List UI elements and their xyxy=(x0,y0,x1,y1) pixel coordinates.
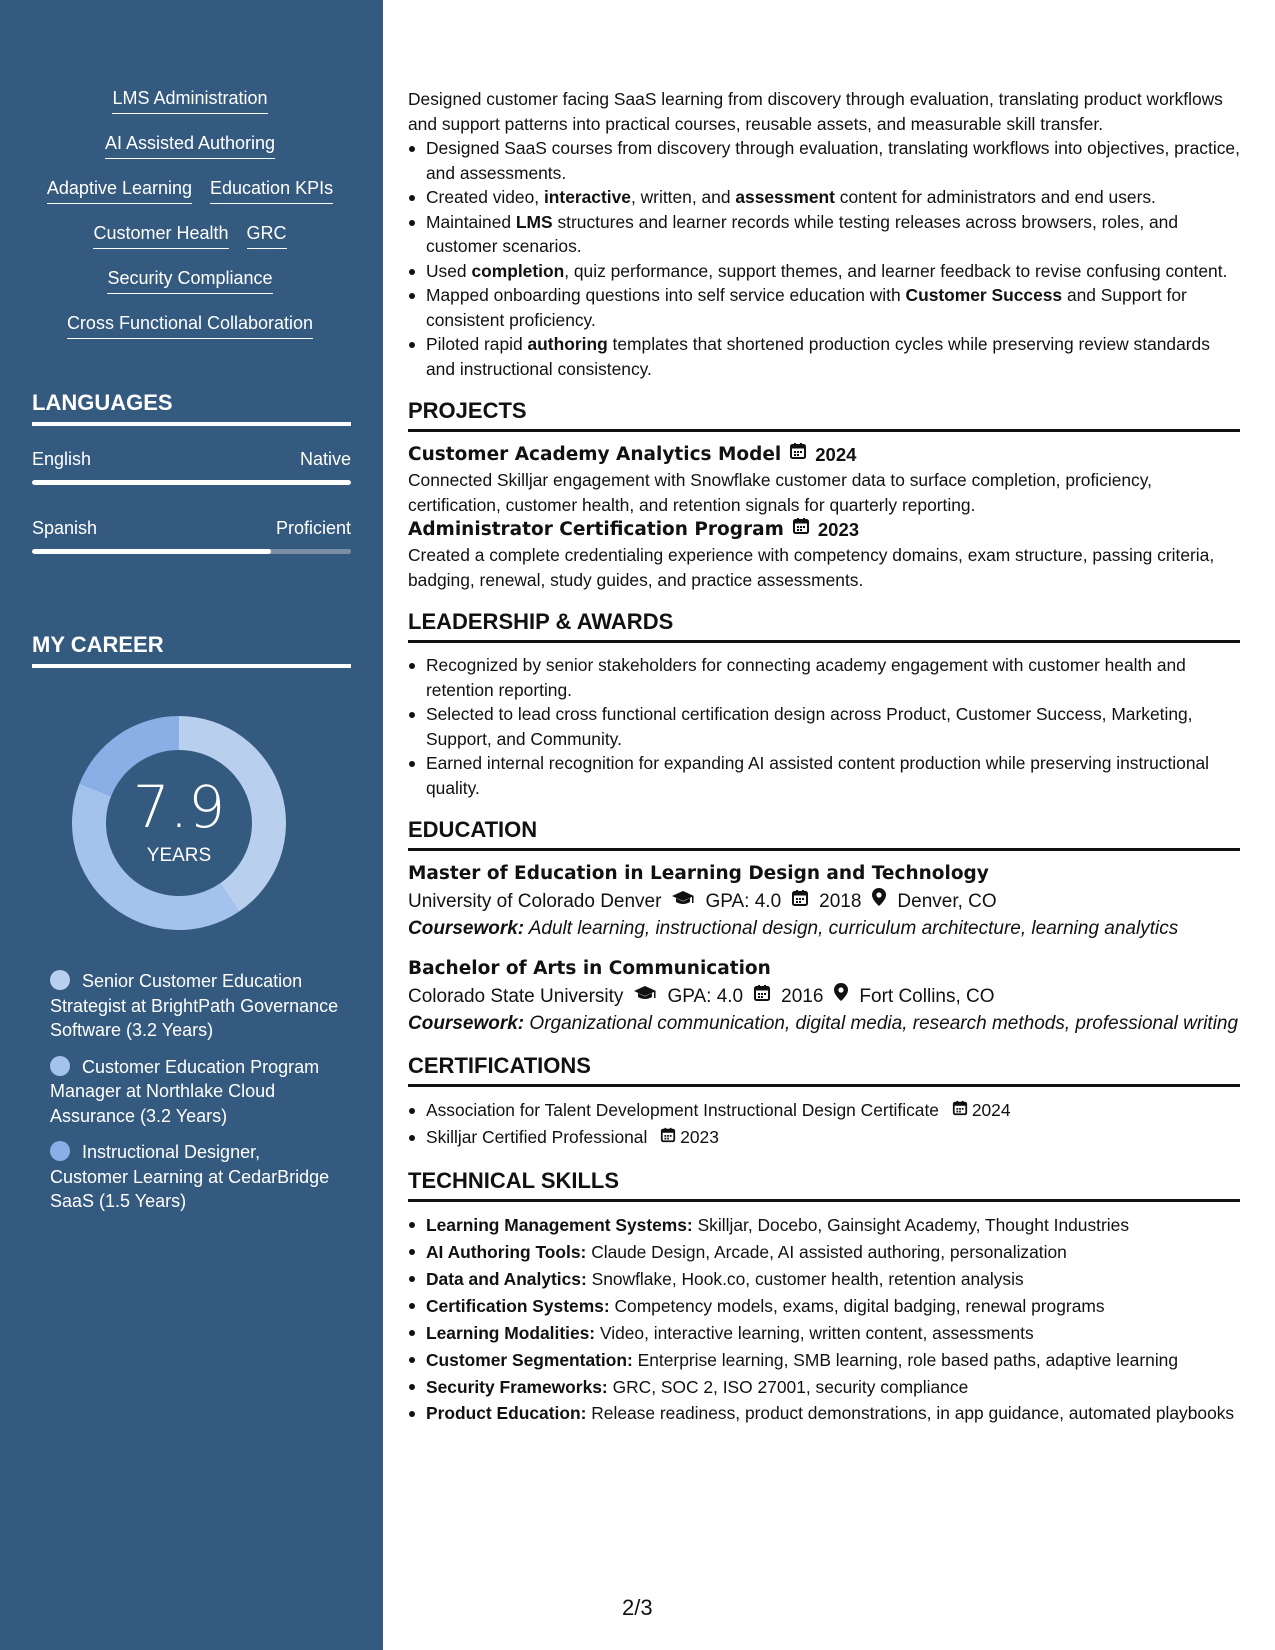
career-total-years: 7.9 xyxy=(132,773,226,841)
technical-skill-item xyxy=(408,1347,1240,1374)
skill-category: Learning Modalities: xyxy=(426,1323,596,1343)
career-role-text: Senior Customer Education Strategist at BrightPath Governance Software (3.2 Years) xyxy=(50,971,339,1040)
skill-tag: Cross Functional Collaboration xyxy=(67,311,313,339)
projects-heading: PROJECTS xyxy=(408,397,1240,432)
technical-skill-item xyxy=(408,1266,1240,1293)
coursework xyxy=(408,1012,1240,1037)
certification-item xyxy=(408,1097,1240,1124)
experience-summary: Designed customer facing SaaS learning from discovery through evaluation, translating product workflows and support patterns into practical courses, reusable assets, and measurable skill transfer. xyxy=(408,89,1223,134)
school-location: Fort Collins, CO xyxy=(859,985,995,1007)
calendar-icon xyxy=(660,1124,676,1151)
skill-row xyxy=(30,266,350,311)
technical-skill-item xyxy=(408,1320,1240,1347)
degree-title: Bachelor of Arts in Communication xyxy=(408,957,771,979)
degree-title: Master of Education in Learning Design and Technology xyxy=(408,863,989,884)
career-role xyxy=(50,1140,340,1214)
legend-dot xyxy=(50,970,70,990)
skill-category: AI Authoring Tools: xyxy=(426,1242,587,1262)
skill-tag: LMS Administration xyxy=(112,86,267,114)
skill-values: Claude Design, Arcade, AI assisted authoring, personalization xyxy=(591,1242,1067,1262)
skill-row xyxy=(30,221,350,266)
language-level-bar xyxy=(32,549,351,554)
coursework-label: Coursework: xyxy=(408,918,525,939)
career-heading: MY CAREER xyxy=(32,632,351,668)
technical-skills-list xyxy=(408,1212,1240,1426)
school-name: Colorado State University xyxy=(408,985,624,1007)
technical-skill-item xyxy=(408,1293,1240,1320)
calendar-icon xyxy=(753,982,771,1012)
experience-bullet: Mapped onboarding questions into self service education with Customer Success and Support for consistent proficiency. xyxy=(408,283,1240,332)
experience-bullet: Maintained LMS structures and learner records while testing releases across browsers, roles, and customer scenarios. xyxy=(408,210,1240,259)
skill-values: Enterprise learning, SMB learning, role based paths, adaptive learning xyxy=(637,1350,1179,1370)
language-level-fill xyxy=(32,480,351,485)
skill-category: Customer Segmentation: xyxy=(426,1350,633,1370)
page-number: 2/3 xyxy=(622,1595,653,1620)
map-pin-icon xyxy=(833,982,849,1012)
legend-dot xyxy=(50,1141,70,1161)
language-english xyxy=(32,449,351,485)
experience-bullet: Designed SaaS courses from discovery through evaluation, translating workflows into objectives, practice, and assessments. xyxy=(408,136,1240,185)
career-role-text: Instructional Designer, Customer Learning at CedarBridge SaaS (1.5 Years) xyxy=(50,1142,330,1211)
skill-category: Data and Analytics: xyxy=(426,1269,587,1289)
skill-tag: GRC xyxy=(247,221,287,249)
graduation-year: 2018 xyxy=(819,891,862,912)
skill-row xyxy=(30,86,350,131)
coursework-text: Adult learning, instructional design, curriculum architecture, learning analytics xyxy=(528,918,1179,939)
sidebar xyxy=(0,0,383,1650)
project-title: Customer Academy Analytics Model xyxy=(408,444,782,465)
skill-category: Product Education: xyxy=(426,1403,587,1423)
leadership-list xyxy=(408,653,1240,800)
project-description: Created a complete credentialing experience with competency domains, exam structure, passing criteria, badging, renewal, study guides, and practice assessments. xyxy=(408,545,1215,590)
project-year: 2023 xyxy=(817,519,860,540)
languages-heading: LANGUAGES xyxy=(32,390,351,426)
leadership-item: Earned internal recognition for expanding AI assisted content production while preserving instructional quality. xyxy=(408,751,1240,800)
skill-values: GRC, SOC 2, ISO 27001, security compliance xyxy=(612,1377,969,1397)
skill-tag: Customer Health xyxy=(93,221,228,249)
project-year: 2024 xyxy=(815,444,857,465)
coursework-text: Organizational communication, digital media, research methods, professional writing xyxy=(529,1012,1239,1034)
school-name: University of Colorado Denver xyxy=(408,891,662,912)
career-role xyxy=(50,1055,340,1129)
skill-values: Competency models, exams, digital badging, renewal programs xyxy=(614,1296,1105,1316)
certification-year: 2023 xyxy=(680,1127,719,1147)
language-name: English xyxy=(32,449,92,469)
skill-row xyxy=(30,131,350,176)
skill-category: Certification Systems: xyxy=(426,1296,610,1316)
language-spanish xyxy=(32,518,351,554)
skill-category: Learning Management Systems: xyxy=(426,1215,693,1235)
calendar-icon xyxy=(952,1097,968,1124)
career-role-text: Customer Education Program Manager at Northlake Cloud Assurance (3.2 Years) xyxy=(50,1056,320,1126)
certifications-heading: CERTIFICATIONS xyxy=(408,1052,1240,1087)
coursework xyxy=(408,917,1240,942)
experience-bullets xyxy=(408,136,1240,381)
skill-values: Release readiness, product demonstrations, in app guidance, automated playbooks xyxy=(591,1403,1235,1423)
certification-name: Skilljar Certified Professional xyxy=(426,1127,648,1147)
technical-skills-heading: TECHNICAL SKILLS xyxy=(408,1167,1240,1202)
project-entry xyxy=(408,442,1240,517)
experience-bullet: Piloted rapid authoring templates that shortened production cycles while preserving review standards and instructional consistency. xyxy=(408,332,1240,381)
skill-row xyxy=(30,176,350,221)
skill-tag: Education KPIs xyxy=(210,176,333,204)
coursework-label: Coursework: xyxy=(408,1012,525,1034)
certification-year: 2024 xyxy=(971,1100,1011,1120)
main-content xyxy=(408,87,1240,1426)
experience-bullet: Created video, interactive, written, and assessment content for administrators and end users. xyxy=(408,185,1240,210)
certifications-list xyxy=(408,1097,1240,1151)
language-level: Native xyxy=(299,449,351,469)
skill-values: Skilljar, Docebo, Gainsight Academy, Thought Industries xyxy=(697,1215,1130,1235)
technical-skill-item xyxy=(408,1239,1240,1266)
skill-values: Video, interactive learning, written content, assessments xyxy=(599,1323,1034,1343)
education-entry xyxy=(408,861,1240,942)
education-heading: EDUCATION xyxy=(408,816,1240,851)
leadership-item: Selected to lead cross functional certification design across Product, Customer Success, Marketing, Support, and Community. xyxy=(408,702,1240,751)
gpa: GPA: 4.0 xyxy=(705,891,782,912)
legend-dot xyxy=(50,1056,70,1076)
graduation-cap-icon xyxy=(633,982,657,1012)
certification-name: Association for Talent Development Instructional Design Certificate xyxy=(426,1100,939,1120)
experience-bullet: Used completion, quiz performance, support themes, and learner feedback to revise confusing content. xyxy=(408,259,1240,284)
certification-item xyxy=(408,1124,1240,1151)
language-level-fill xyxy=(32,549,271,554)
technical-skill-item xyxy=(408,1401,1240,1426)
leadership-heading: LEADERSHIP & AWARDS xyxy=(408,608,1240,643)
project-title: Administrator Certification Program xyxy=(408,519,784,540)
calendar-icon xyxy=(791,887,809,917)
project-description: Connected Skilljar engagement with Snowflake customer data to surface completion, proficiency, certification, customer health, and retention signals for quarterly reporting. xyxy=(408,470,1152,515)
calendar-icon xyxy=(789,442,807,468)
skill-category: Security Frameworks: xyxy=(426,1377,608,1397)
skill-tag: AI Assisted Authoring xyxy=(105,131,275,159)
education-entry xyxy=(408,956,1240,1037)
graduation-year: 2016 xyxy=(781,985,824,1007)
skill-tag: Security Compliance xyxy=(107,266,272,294)
skill-row xyxy=(30,311,350,356)
leadership-item: Recognized by senior stakeholders for connecting academy engagement with customer health and retention reporting. xyxy=(408,653,1240,702)
school-location: Denver, CO xyxy=(897,891,997,912)
graduation-cap-icon xyxy=(671,887,695,917)
language-name: Spanish xyxy=(32,518,98,538)
career-role xyxy=(50,969,340,1043)
project-entry xyxy=(408,517,1240,592)
gpa: GPA: 4.0 xyxy=(667,985,744,1007)
skill-tag: Adaptive Learning xyxy=(47,176,192,204)
skill-tags xyxy=(30,86,350,356)
language-level-bar xyxy=(32,480,351,485)
career-legend xyxy=(50,969,340,1226)
technical-skill-item xyxy=(408,1374,1240,1401)
technical-skill-item xyxy=(408,1212,1240,1239)
calendar-icon xyxy=(792,517,810,543)
skill-values: Snowflake, Hook.co, customer health, retention analysis xyxy=(591,1269,1024,1289)
career-unit-label: YEARS xyxy=(146,845,212,866)
map-pin-icon xyxy=(871,887,887,917)
language-level: Proficient xyxy=(275,518,351,538)
